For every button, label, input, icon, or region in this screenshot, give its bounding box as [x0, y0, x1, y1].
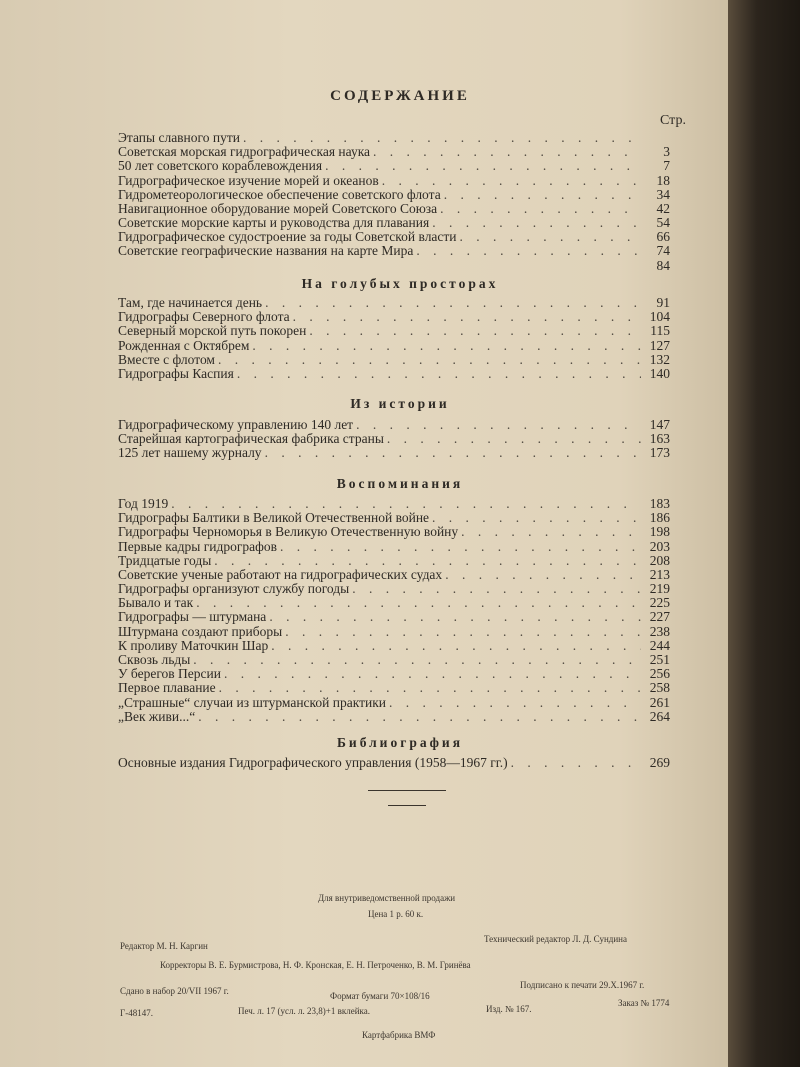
- toc-entry: Штурмана создают приборы . . . 238: [118, 625, 670, 639]
- section-heading: Воспоминания: [336, 476, 464, 491]
- paper-format: Формат бумаги 70×108/16: [330, 991, 430, 1001]
- toc-entry: Гидрографы Северного флота . . . 104: [118, 310, 670, 324]
- printer: Картфабрика ВМФ: [362, 1030, 436, 1040]
- toc-entry: Сквозь льды . . . 251: [118, 653, 670, 667]
- toc-entry: Гидрографы организуют службу погоды . . . 219: [118, 582, 670, 596]
- divider-rule: [368, 790, 446, 791]
- price: Цена 1 р. 60 к.: [368, 909, 424, 919]
- toc-entry: 50 лет советского кораблевождения . . . 7: [118, 159, 670, 173]
- toc-entry: Гидрографическому управлению 140 лет . . . 147: [118, 418, 670, 432]
- signed-print: Подписано к печати 29.Х.1967 г.: [520, 980, 645, 990]
- toc-section-memoirs: [118, 497, 670, 724]
- toc-entry: Советские ученые работают на гидрографических судах . . . 213: [118, 568, 670, 582]
- toc-entry: Этапы славного пути . . .: [118, 131, 670, 145]
- toc-entry: Советская морская гидрографическая наука . . . 3: [118, 145, 670, 159]
- toc-entry: „Страшные“ случаи из штурманской практики . . . 261: [118, 696, 670, 710]
- toc-entry: Там, где начинается день . . . 91: [118, 296, 670, 310]
- toc-entry: Гидрографы Черноморья в Великую Отечественную войну . . . 198: [118, 525, 670, 539]
- g-number: Г-48147.: [120, 1008, 153, 1018]
- toc-entry: У берегов Персии . . . 256: [118, 667, 670, 681]
- publ-number: Изд. № 167.: [486, 1004, 532, 1014]
- divider-rule: [388, 805, 426, 806]
- toc-entry: Навигационное оборудование морей Советского Союза . . . 42: [118, 202, 670, 216]
- toc-entry: Северный морской путь покорен . . . 115: [118, 324, 670, 338]
- order-number: Заказ № 1774: [618, 998, 670, 1008]
- toc-entry: Бывало и так . . . 225: [118, 596, 670, 610]
- sent-to-set: Сдано в набор 20/VII 1967 г.: [120, 986, 229, 996]
- page-edge-shadow: [728, 0, 800, 1067]
- toc-entry: Старейшая картографическая фабрика страны . . . 163: [118, 432, 670, 446]
- toc-section-history: [118, 418, 670, 461]
- sale-note: Для внутриведомственной продажи: [318, 893, 456, 903]
- page-column-label: Стр.: [660, 113, 686, 128]
- toc-entry: Тридцатые годы . . . 208: [118, 554, 670, 568]
- proofreaders: Корректоры В. Е. Бурмистрова, Н. Ф. Кронская, Е. Н. Петроченко, В. М. Гринёва: [160, 960, 471, 970]
- toc-entry: 84: [656, 257, 670, 273]
- toc-entry: Гидрографическое судостроение за годы Советской власти . . . 66: [118, 230, 670, 244]
- toc-entry: Основные издания Гидрографического управления (1958—1967 гг.) . . . 269: [118, 756, 670, 770]
- tech-editor: Технический редактор Л. Д. Сундина: [484, 934, 627, 944]
- toc-entry: „Век живи...“ . . . 264: [118, 710, 670, 724]
- toc-entry: Гидрографы — штурмана . . . 227: [118, 611, 670, 625]
- toc-entry: Вместе с флотом . . . 132: [118, 353, 670, 367]
- toc-entry: Советские морские карты и руководства для плавания . . . 54: [118, 216, 670, 230]
- page-title: СОДЕРЖАНИЕ: [330, 88, 470, 104]
- toc-entry: Гидрографы Каспия . . . 140: [118, 367, 670, 381]
- toc-entry: Год 1919 . . . 183: [118, 497, 670, 511]
- toc-entry: Первое плавание . . . 258: [118, 681, 670, 695]
- toc-entry: Первые кадры гидрографов . . . 203: [118, 540, 670, 554]
- toc-section-blue-expanses: [118, 296, 670, 381]
- section-heading: На голубых просторах: [301, 276, 499, 291]
- sheets: Печ. л. 17 (усл. л. 23,8)+1 вклейка.: [238, 1006, 370, 1016]
- toc-entry: Гидрографы Балтики в Великой Отечественной войне . . . 186: [118, 511, 670, 525]
- editor: Редактор М. Н. Каргин: [120, 941, 208, 951]
- toc-entry: 125 лет нашему журналу . . . 173: [118, 446, 670, 460]
- toc-section-bibliography: [118, 756, 670, 770]
- toc-entry: Рожденная с Октябрем . . . 127: [118, 339, 670, 353]
- toc-entry: Гидрографическое изучение морей и океанов . . . 18: [118, 174, 670, 188]
- toc-entry: К проливу Маточкин Шар . . . 244: [118, 639, 670, 653]
- toc-entry: Гидрометеорологическое обеспечение советского флота . . . 34: [118, 188, 670, 202]
- section-heading: Библиография: [336, 735, 464, 750]
- toc-entry: Советские географические названия на карте Мира . . . 74: [118, 245, 670, 259]
- toc-section-intro: [118, 131, 670, 273]
- section-heading: Из истории: [350, 396, 450, 411]
